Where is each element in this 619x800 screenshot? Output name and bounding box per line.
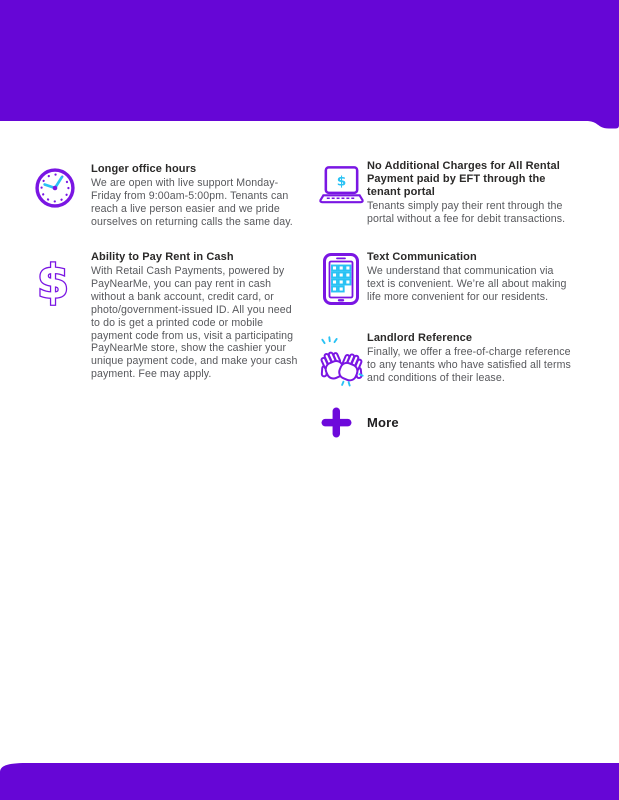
laptop-dollar-icon bbox=[318, 160, 367, 208]
feature-body: We are open with live support Monday-Friday from 9:00am-5:00pm. Tenants can reach a live person easier and we pride ourselves on returning calls the same day. bbox=[91, 177, 293, 228]
feature-body: Finally, we offer a free-of-charge reference to any tenants who have satisfied all terms and conditions of their lease. bbox=[367, 346, 571, 384]
clock-icon bbox=[30, 163, 91, 210]
feature-body: Tenants simply pay their rent through the portal without a fee for debit transactions. bbox=[367, 200, 566, 225]
more-item bbox=[318, 407, 608, 438]
feature-landlord-reference bbox=[318, 332, 608, 389]
feature-title: Ability to Pay Rent in Cash bbox=[91, 251, 234, 263]
clapping-hands-icon bbox=[318, 332, 367, 389]
feature-title: Longer office hours bbox=[91, 163, 197, 175]
bottom-purple-band bbox=[0, 763, 619, 800]
feature-title: Text Communication bbox=[367, 251, 477, 263]
phone-icon bbox=[318, 251, 367, 306]
feature-pay-rent-in-cash bbox=[30, 251, 306, 381]
more-label: More bbox=[367, 415, 399, 430]
feature-office-hours bbox=[30, 163, 306, 229]
feature-body: With Retail Cash Payments, powered by PayNearMe, you can pay rent in cash without a bank account, credit card, or photo/government-issued ID. All you need to do is get a printed code or mobile payment code from us, visit a participating PayNearMe store, show the cashier your unique payment code, and make your cash payment. Fee may apply. bbox=[91, 265, 298, 381]
feature-title: Landlord Reference bbox=[367, 332, 473, 344]
top-purple-band bbox=[0, 0, 619, 130]
plus-icon bbox=[318, 407, 367, 438]
feature-eft-no-charges bbox=[318, 160, 608, 226]
svg-text:$: $ bbox=[336, 173, 347, 190]
svg-text:$: $ bbox=[36, 255, 70, 307]
dollar-sign-icon bbox=[30, 251, 91, 307]
feature-title: No Additional Charges for All Rental Payment paid by EFT through the tenant portal bbox=[367, 160, 560, 198]
feature-text-communication bbox=[318, 251, 608, 306]
feature-body: We understand that communication via text is convenient. We’re all about making life more convenient for our residents. bbox=[367, 265, 567, 303]
